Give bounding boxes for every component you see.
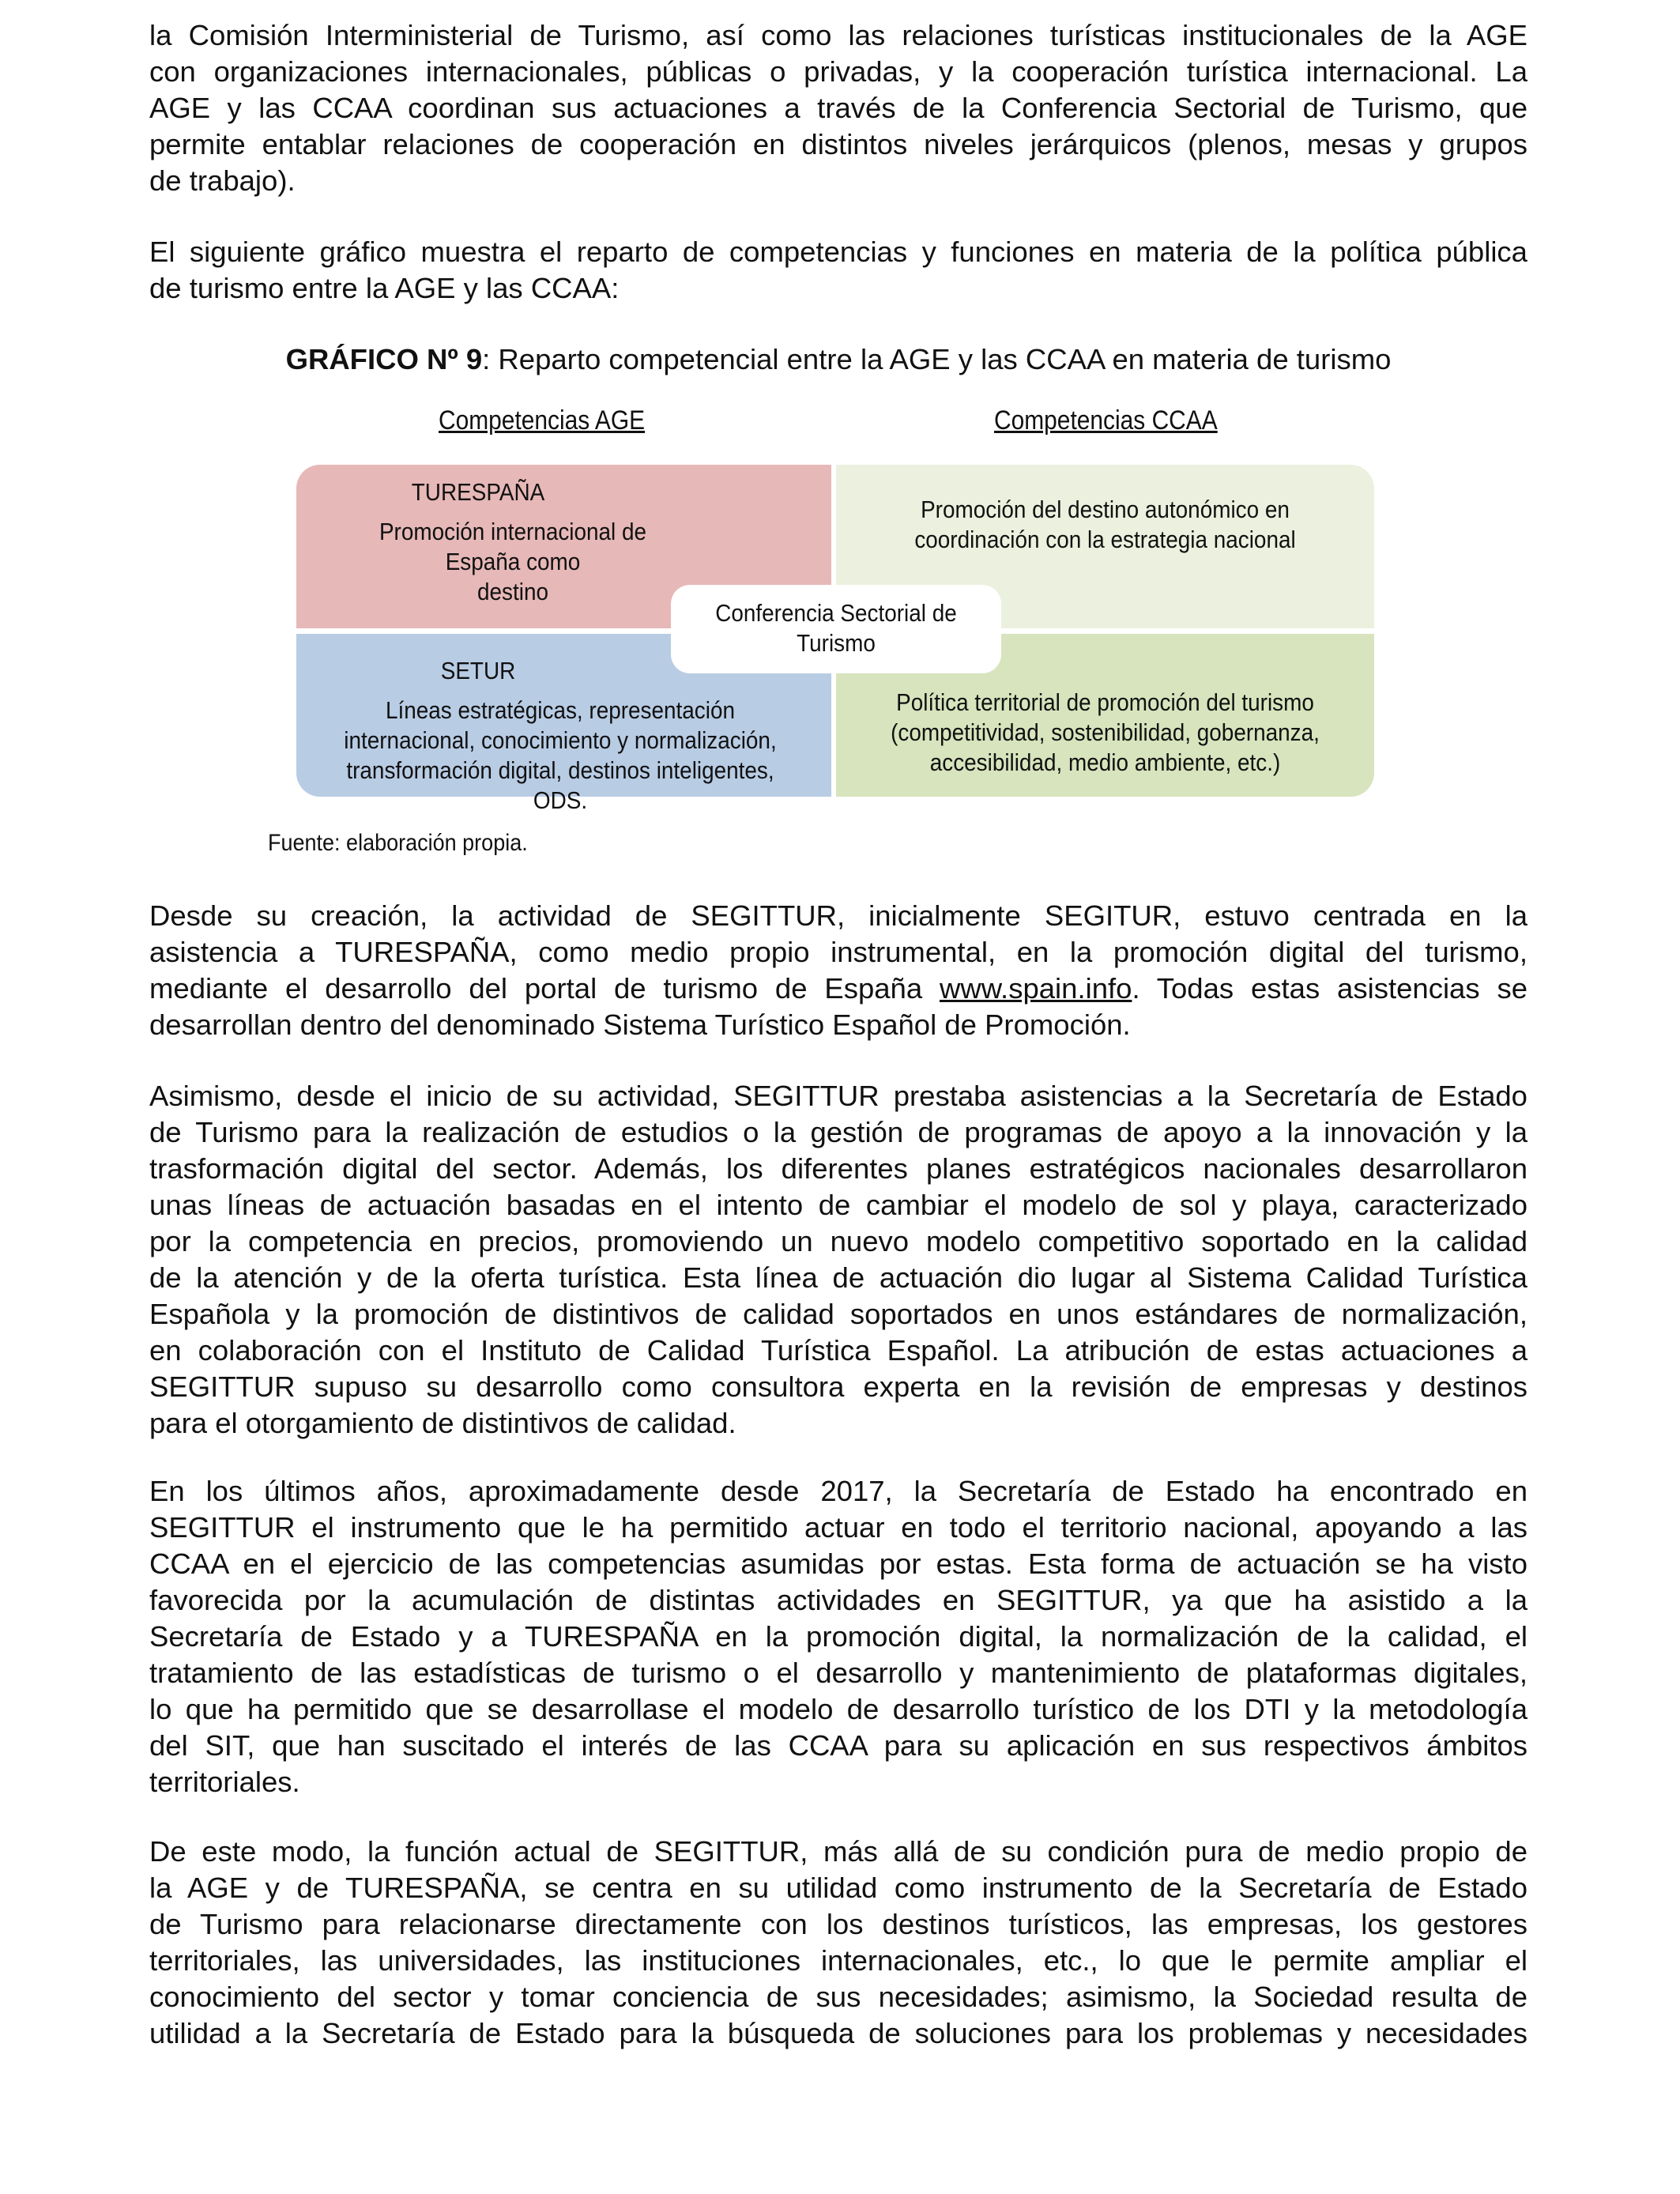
- column-header-age: Competencias AGE: [439, 405, 646, 435]
- text-line: Política territorial de promoción del turismo: [896, 688, 1314, 716]
- paragraph-asimismo: [149, 1078, 1527, 1442]
- paragraph-de-este-modo: [149, 1834, 1527, 2052]
- text-line: Conferencia Sectorial de: [715, 599, 957, 627]
- text-line: para el otorgamiento de distintivos de calidad.: [149, 1407, 736, 1439]
- text-line: lo que ha permitido que se desarrollase el modelo de desarrollo turístico de los DTI y la metodología: [149, 1693, 1527, 1725]
- paragraph-conferencia-sectorial: [149, 17, 1527, 199]
- figure-title: [149, 341, 1527, 378]
- paragraph-desde-su-creacion: [149, 898, 1527, 1043]
- text-line: Secretaría de Estado y a TURESPAÑA en la promoción digital, la normalización de la calidad, el: [149, 1620, 1527, 1653]
- text-line: coordinación con la estrategia nacional: [914, 526, 1296, 553]
- text-line: Líneas estratégicas, representación: [385, 696, 736, 724]
- text-line: SEGITTUR supuso su desarrollo como consultora experta en la revisión de empresas y destinos: [149, 1370, 1527, 1403]
- column-header-ccaa: Competencias CCAA: [994, 405, 1218, 435]
- text-line: En los últimos años, aproximadamente desde 2017, la Secretaría de Estado ha encontrado en: [149, 1475, 1527, 1507]
- text-line: trasformación digital del sector. Además, los diferentes planes estratégicos nacionales desarrollaron: [149, 1152, 1527, 1185]
- text-line: utilidad a la Secretaría de Estado para la búsqueda de soluciones para los problemas y necesidades: [149, 2017, 1527, 2049]
- center-box-text: [687, 598, 985, 658]
- quadrant-setur-title: SETUR: [440, 657, 516, 684]
- text-line: de trabajo).: [149, 164, 296, 197]
- text-line: la AGE y de TURESPAÑA, se centra en su utilidad como instrumento de la Secretaría de Estado: [149, 1872, 1527, 1904]
- text-line: Turismo: [797, 629, 876, 657]
- paragraph-ultimos-anos: [149, 1473, 1527, 1800]
- text-line: en colaboración con el Instituto de Calidad Turística Español. La atribución de estas actuaciones a: [149, 1334, 1527, 1367]
- text-line: de turismo entre la AGE y las CCAA:: [149, 272, 620, 304]
- text-segment: mediante el desarrollo del portal de turismo de España: [149, 972, 940, 1005]
- text-line: ODS.: [533, 786, 588, 814]
- text-line: unas líneas de actuación basadas en el intento de cambiar el modelo de sol y playa, caracterizado: [149, 1189, 1527, 1221]
- text-line: asistencia a TURESPAÑA, como medio propio instrumental, en la promoción digital del turismo,: [149, 936, 1527, 968]
- text-line: desarrollan dentro del denominado Sistema Turístico Español de Promoción.: [149, 1008, 1131, 1041]
- text-line: permite entablar relaciones de cooperación en distintos niveles jerárquicos (plenos, mesas y grupos: [149, 128, 1527, 160]
- text-line: SEGITTUR el instrumento que le ha permitido actuar en todo el territorio nacional, apoyando a las: [149, 1511, 1527, 1544]
- text-line: destino: [477, 578, 548, 605]
- text-line: de Turismo para relacionarse directamente con los destinos turísticos, las empresas, los gestores: [149, 1908, 1527, 1940]
- text-line: Asimismo, desde el inicio de su actividad, SEGITTUR prestaba asistencias a la Secretaría de Estado: [149, 1080, 1527, 1112]
- text-line: conocimiento del sector y tomar conciencia de sus necesidades; asimismo, la Sociedad resulta de: [149, 1981, 1527, 2013]
- figure-caption: : Reparto competencial entre la AGE y las CCAA en materia de turismo: [482, 343, 1392, 375]
- text-line: Española y la promoción de distintivos de calidad soportados en unos estándares de normalización,: [149, 1298, 1527, 1330]
- text-line: de la atención y de la oferta turística. Esta línea de actuación dio lugar al Sistema Calidad Turística: [149, 1261, 1527, 1294]
- text-line: favorecida por la acumulación de distintas actividades en SEGITTUR, ya que ha asistido a la: [149, 1584, 1527, 1616]
- text-line: AGE y las CCAA coordinan sus actuaciones a través de la Conferencia Sectorial de Turismo, que: [149, 92, 1527, 124]
- text-line: internacional, conocimiento y normalización,: [344, 726, 777, 754]
- text-line: por la competencia en precios, promoviendo un nuevo modelo competitivo soportado en la calidad: [149, 1225, 1527, 1257]
- paragraph-intro-grafico: [149, 234, 1527, 307]
- text-line: De este modo, la función actual de SEGITTUR, más allá de su condición pura de medio propio de: [149, 1835, 1527, 1868]
- text-line: [149, 971, 1527, 1007]
- text-line: tratamiento de las estadísticas de turismo o el desarrollo y mantenimiento de plataformas digitales,: [149, 1657, 1527, 1689]
- text-line: CCAA en el ejercicio de las competencias asumidas por estas. Esta forma de actuación se ha visto: [149, 1547, 1527, 1580]
- quadrant-ccaa-promocion-text: [863, 495, 1347, 555]
- text-line: la Comisión Interministerial de Turismo, así como las relaciones turísticas institucionales de la AGE: [149, 19, 1527, 51]
- text-line: Desde su creación, la actividad de SEGITTUR, inicialmente SEGITUR, estuvo centrada en la: [149, 899, 1527, 932]
- text-line: de Turismo para la realización de estudios o la gestión de programas de apoyo a la innovación y la: [149, 1116, 1527, 1148]
- text-line: territoriales.: [149, 1766, 300, 1798]
- figure-source: Fuente: elaboración propia.: [268, 830, 528, 856]
- figure-number: GRÁFICO Nº 9: [285, 343, 483, 375]
- text-line: Promoción del destino autonómico en: [921, 496, 1290, 523]
- text-line: transformación digital, destinos inteligentes,: [346, 756, 774, 784]
- text-line: con organizaciones internacionales, públicas o privadas, y la cooperación turística internacional. La: [149, 55, 1527, 88]
- text-line: del SIT, que han suscitado el interés de las CCAA para su aplicación en sus respectivos ámbitos: [149, 1729, 1527, 1762]
- text-line: accesibilidad, medio ambiente, etc.): [929, 748, 1281, 776]
- quadrant-turespana-title: TURESPAÑA: [411, 478, 545, 506]
- quadrant-turespana-text: [349, 517, 676, 607]
- quadrant-setur-text: [333, 696, 788, 816]
- text-segment: . Todas estas asistencias se: [1132, 972, 1527, 1005]
- text-line: Promoción internacional de España como: [379, 518, 647, 575]
- text-line: territoriales, las universidades, las instituciones internacionales, etc., lo que le permite ampliar el: [149, 1944, 1527, 1977]
- text-line: El siguiente gráfico muestra el reparto de competencias y funciones en materia de la política pública: [149, 236, 1527, 268]
- quadrant-ccaa-politica-text: [863, 688, 1347, 778]
- text-line: (competitividad, sostenibilidad, gobernanza,: [891, 718, 1320, 746]
- spain-info-link[interactable]: www.spain.info: [939, 972, 1132, 1005]
